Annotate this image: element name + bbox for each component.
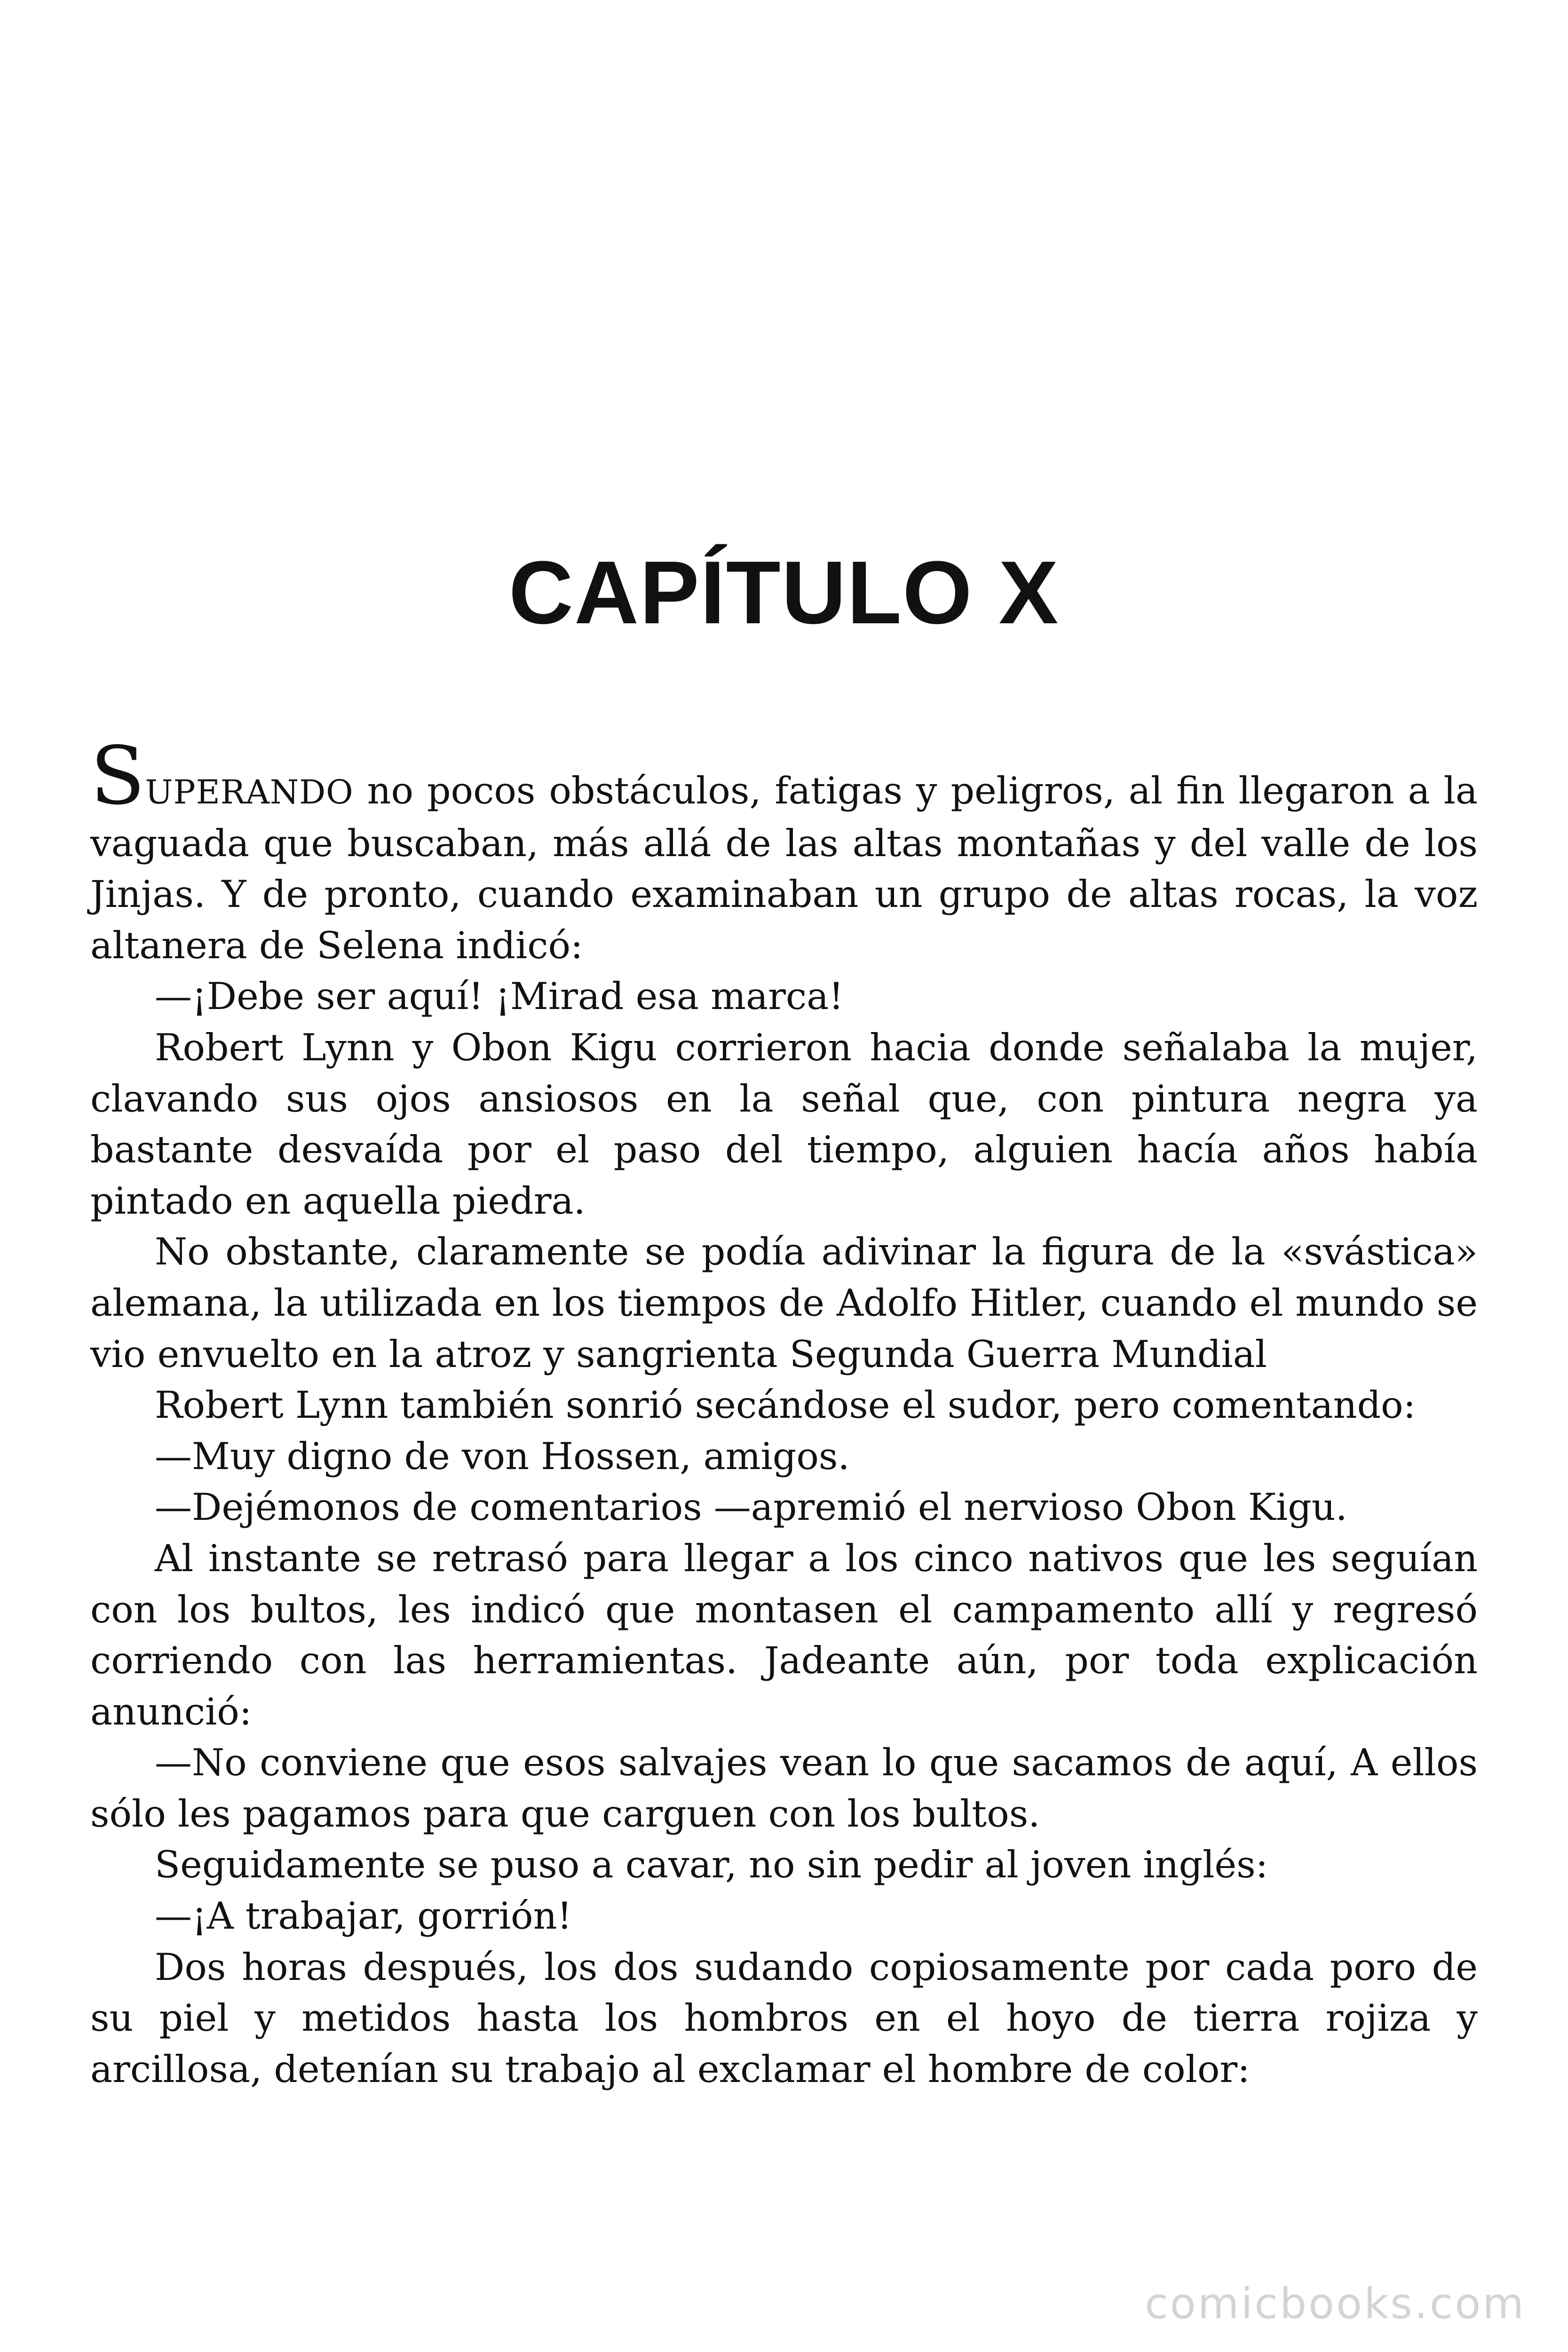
paragraph: —¡Debe ser aquí! ¡Mirad esa marca!	[155, 975, 844, 1018]
paragraph: No obstante, claramente se podía adivinar la figura de la «svástica» alemana, la utilizada en los tiempos de Adolfo Hitler, cuando el mundo se vio envuelto en la atroz y sangrienta Segunda Guerra Mundial	[90, 1230, 1478, 1376]
paragraph: Robert Lynn también sonrió secándose el sudor, pero comentando:	[155, 1383, 1416, 1427]
opening-text: no pocos obstáculos, fatigas y peligros, al fin llegaron a la vaguada que buscaban, más allá de las altas montañas y del valle de los Jinjas. Y de pronto, cuando examinaban un grupo de altas rocas, la voz altanera de Selena indicó:	[90, 769, 1478, 967]
drop-cap: S	[90, 730, 145, 823]
paragraph: —Muy digno de von Hossen, amigos.	[155, 1434, 850, 1478]
paragraph: Seguidamente se puso a cavar, no sin pedir al joven inglés:	[155, 1843, 1268, 1887]
paragraph: —Dejémonos de comentarios —apremió el nervioso Obon Kigu.	[155, 1486, 1347, 1529]
paragraph: —¡A trabajar, gorrión!	[155, 1894, 572, 1938]
paragraph: Dos horas después, los dos sudando copiosamente por cada poro de su piel y metidos hasta los hombros en el hoyo de tierra rojiza y arcillosa, detenían su trabajo al exclamar el hombre de color:	[90, 1945, 1478, 2091]
opening-paragraph	[90, 730, 1478, 971]
opening-smallcaps: UPERANDO	[145, 773, 354, 811]
paragraph: Robert Lynn y Obon Kigu corrieron hacia donde señalaba la mujer, clavando sus ojos ansiosos en la señal que, con pintura negra ya bastante desvaída por el paso del tiempo, alguien hacía años había pintado en aquella piedra.	[90, 1025, 1478, 1223]
chapter-title: CAPÍTULO X	[508, 543, 1060, 643]
paragraph: —No conviene que esos salvajes vean lo que sacamos de aquí, A ellos sólo les pagamos para que carguen con los bultos.	[90, 1741, 1478, 1836]
chapter-body	[90, 730, 1478, 2095]
paragraph: Al instante se retrasó para llegar a los cinco nativos que les seguían con los bultos, les indicó que montasen el campamento allí y regresó corriendo con las herramientas. Jadeante aún, por toda explicación anunció:	[90, 1536, 1478, 1733]
site-watermark: comicbooks.com	[1145, 2279, 1526, 2328]
